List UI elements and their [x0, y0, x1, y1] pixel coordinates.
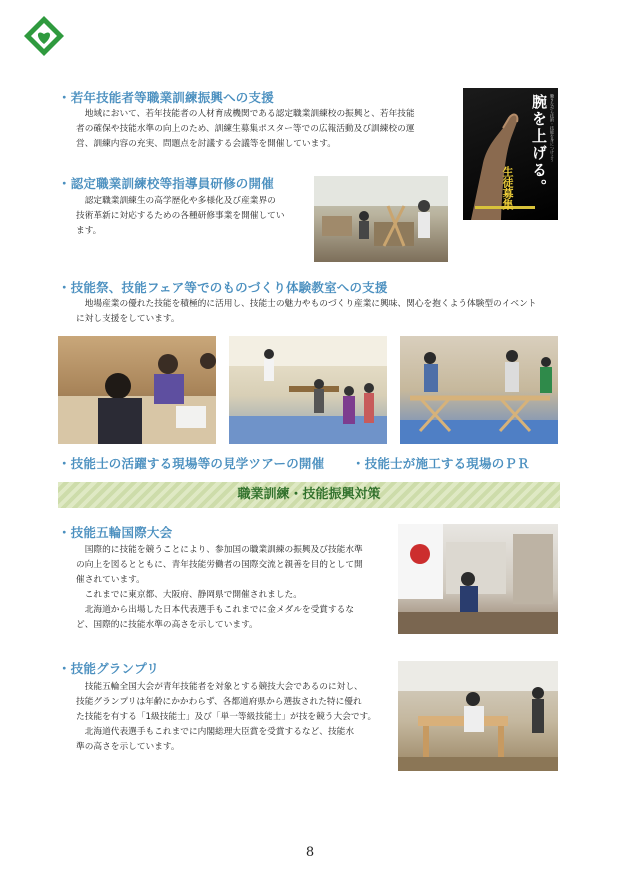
exhibition-hall-scene — [229, 336, 387, 444]
section-text-skills-grand-prix — [76, 680, 392, 755]
competition-booth-scene — [398, 524, 558, 634]
text-line: た技能を有する「1級技能士」及び「単一等級技能士」が技を競う大会です。 — [76, 712, 377, 722]
section-title-monozukuri-workshop: ・技能祭、技能フェア等でのものづくり体験教室への支援 — [58, 280, 388, 295]
text-line: 催されています。 — [76, 575, 145, 585]
text-line: 技能グランプリは年齢にかかわらず、各都道府県から選抜された特に優れ — [76, 697, 362, 707]
worldskills-photo — [398, 524, 558, 634]
band-title: 職業訓練・技能振興対策 — [237, 487, 381, 502]
text-line: ます。 — [76, 226, 102, 236]
green-diamond-heart-logo-icon — [22, 14, 66, 58]
poster-subtitle: 生徒募集 — [501, 166, 514, 210]
section-title-worldskills: ・技能五輪国際大会 — [58, 525, 173, 540]
bullet-site-pr: ・技能士が施工する現場のＰＲ — [352, 456, 530, 471]
workshop-photo-3 — [400, 336, 558, 444]
text-line: 北海道から出場した日本代表選手もこれまでに金メダルを受賞するな — [84, 605, 354, 615]
skills-grand-prix-photo — [398, 661, 558, 771]
poster-headline: 腕を上げる。 — [530, 94, 548, 196]
workshop-photo-2 — [229, 336, 387, 444]
text-line: 準の高さを示しています。 — [76, 742, 180, 752]
section-text-worldskills — [76, 543, 388, 633]
section-text-monozukuri-workshop — [76, 297, 566, 327]
text-line: これまでに東京都、大阪府、静岡県で開催されました。 — [84, 590, 302, 600]
workshop-photo-1 — [58, 336, 216, 444]
timber-frame-scene — [400, 336, 558, 444]
section-title-skills-grand-prix: ・技能グランプリ — [58, 661, 160, 676]
section-text-instructor-training — [76, 194, 308, 239]
text-line: に対し支援をしています。 — [76, 314, 180, 324]
text-line: 営、訓練内容の充実、問題点を討議する会議等を開催しています。 — [76, 139, 336, 149]
carpentry-competition-scene — [398, 661, 558, 771]
text-line: ど、国際的に技能水準の高さを示しています。 — [76, 620, 258, 630]
logo — [22, 14, 66, 58]
poster-tagline: 働きながら技術・技能を身につけよう — [550, 94, 555, 162]
text-line: 地域において、若年技能者の人材育成機関である認定職業訓練校の振興と、若年技能 — [84, 109, 415, 119]
section-title-instructor-training: ・認定職業訓練校等指導員研修の開催 — [58, 176, 274, 191]
craft-table-scene — [58, 336, 216, 444]
recruitment-poster — [463, 88, 558, 220]
bullet-site-tour: ・技能士の活躍する現場等の見学ツアーの開催 — [58, 456, 325, 471]
text-line: 技能五輪全国大会が青年技能者を対象とする競技大会であるのに対し、 — [84, 682, 363, 692]
workshop-scene — [314, 176, 448, 262]
text-line: 国際的に技能を競うことにより、参加国の職業訓練の振興及び技能水準 — [84, 545, 363, 555]
section-text-youth-training — [76, 107, 454, 152]
text-line: の向上を図るとともに、青年技能労働者の国際交流と親善を目的として開 — [76, 560, 363, 570]
text-line: 者の確保や技能水準の向上のため、訓練生募集ポスター等での広報活動及び訓練校の運 — [76, 124, 415, 134]
text-line: 技術革新に対応するための各種研修事業を開催してい — [76, 211, 285, 221]
page-number: 8 — [305, 845, 315, 860]
text-line: 認定職業訓練生の高学歴化や多様化及び産業界の — [84, 196, 276, 206]
section-title-youth-training: ・若年技能者等職業訓練振興への支援 — [58, 90, 274, 105]
instructor-training-photo — [314, 176, 448, 262]
section-band — [58, 482, 560, 508]
text-line: 地場産業の優れた技能を積極的に活用し、技能士の魅力やものづくり産業に興味、関心を抱くよう体験型のイベント — [84, 299, 537, 309]
text-line: 北海道代表選手もこれまでに内閣総理大臣賞を受賞するなど、技能水 — [84, 727, 354, 737]
